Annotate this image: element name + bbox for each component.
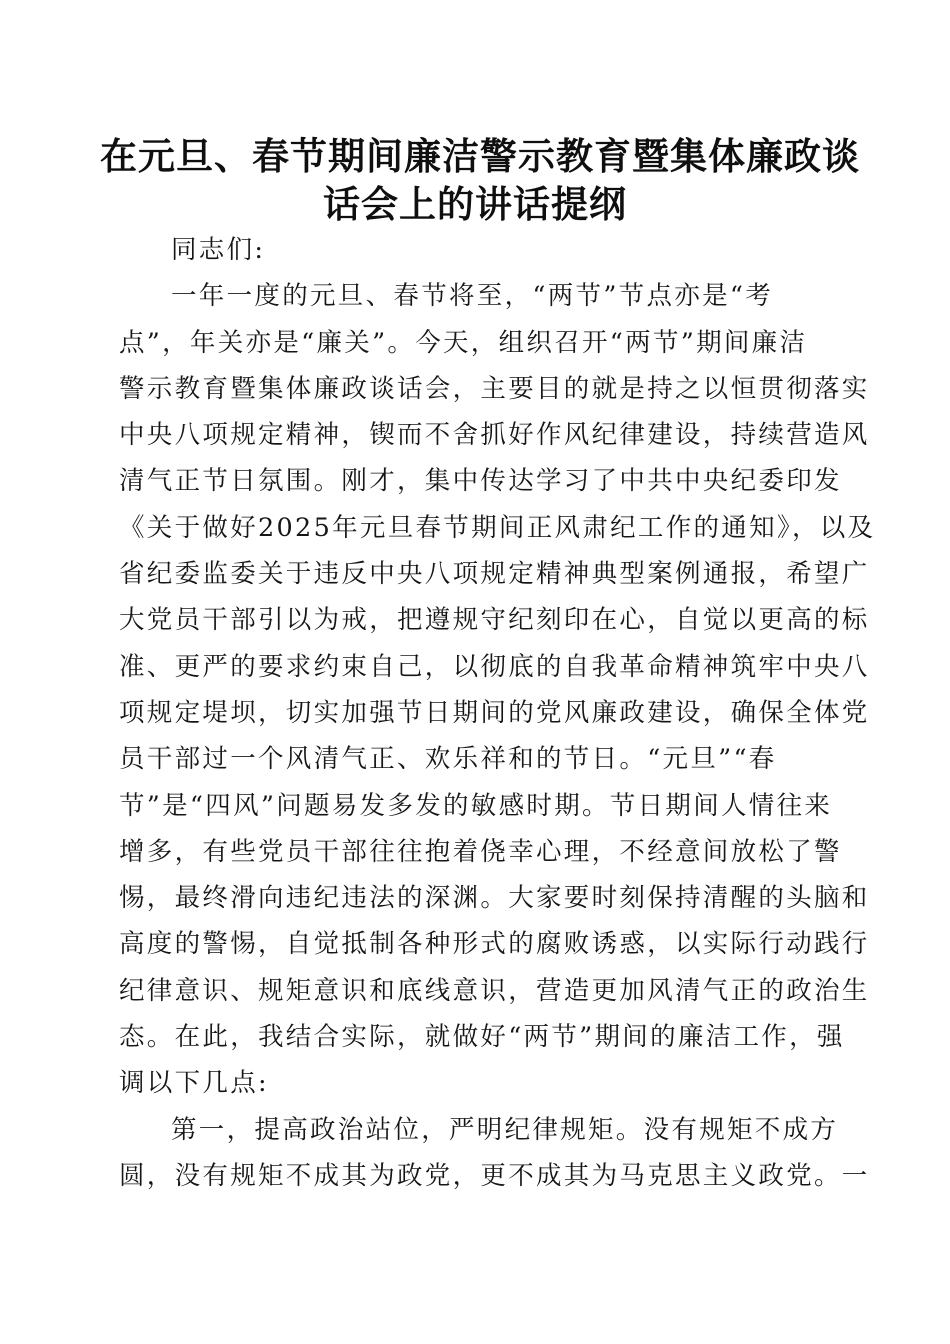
paragraph-1-line-16: 纪律意识、规矩意识和底线意识，营造更加风清气正的政治生 <box>119 975 870 1006</box>
paragraph-1-line-6: 《关于做好2025年元旦春节期间正风肃纪工作的通知》，以及 <box>119 512 876 543</box>
paragraph-2-line-2: 圆，没有规矩不成其为政党，更不成其为马克思主义政党。一 <box>119 1160 870 1191</box>
paragraph-1-line-13: 增多，有些党员干部往往抱着侥幸心理，不经意间放松了警 <box>119 836 842 867</box>
paragraph-1-line-9: 准、更严的要求约束自己，以彻底的自我革命精神筑牢中央八 <box>119 651 870 682</box>
paragraph-1-line-10: 项规定堤坝，切实加强节日期间的党风廉政建设，确保全体党 <box>119 697 870 728</box>
paragraph-1-line-15: 高度的警惕，自觉抵制各种形式的腐败诱惑，以实际行动践行 <box>119 929 870 960</box>
paragraph-1-line-1: 一年一度的元旦、春节将至，“两节”节点亦是“考 <box>171 281 774 312</box>
paragraph-2-line-1: 第一，提高政治站位，严明纪律规矩。没有规矩不成方 <box>171 1114 839 1145</box>
paragraph-1-line-14: 惕，最终滑向违纪违法的深渊。大家要时刻保持清醒的头脑和 <box>119 883 870 914</box>
paragraph-1-line-12: 节”是“四风”问题易发多发的敏感时期。节日期间人情往来 <box>119 790 833 821</box>
salutation-line: 同志们: <box>171 235 266 265</box>
title-line-1: 在元旦、春节期间廉洁警示教育暨集体廉政谈 <box>100 134 860 178</box>
paragraph-1-line-18: 调以下几点: <box>119 1068 269 1099</box>
paragraph-1-line-8: 大党员干部引以为戒，把遵规守纪刻印在心，自觉以更高的标 <box>119 605 870 636</box>
document-body <box>119 227 876 1199</box>
paragraph-1-line-3: 警示教育暨集体廉政谈话会，主要目的就是持之以恒贯彻落实 <box>119 373 870 404</box>
paragraph-1-line-4: 中央八项规定精神，锲而不舍抓好作风纪律建设，持续营造风 <box>119 420 870 451</box>
paragraph-1-line-7: 省纪委监委关于违反中央八项规定精神典型案例通报，希望广 <box>119 559 870 590</box>
paragraph-1-line-2: 点”，年关亦是“廉关”。今天，组织召开“两节”期间廉洁 <box>119 327 808 358</box>
document-title <box>100 132 860 228</box>
paragraph-1-line-5: 清气正节日氛围。刚才，集中传达学习了中共中央纪委印发 <box>119 466 842 497</box>
paragraph-1-line-11: 员干部过一个风清气正、欢乐祥和的节日。“元旦”“春 <box>119 744 777 775</box>
paragraph-1-line-17: 态。在此，我结合实际，就做好“两节”期间的廉洁工作，强 <box>119 1022 845 1053</box>
title-line-2: 话会上的讲话提纲 <box>323 182 627 226</box>
